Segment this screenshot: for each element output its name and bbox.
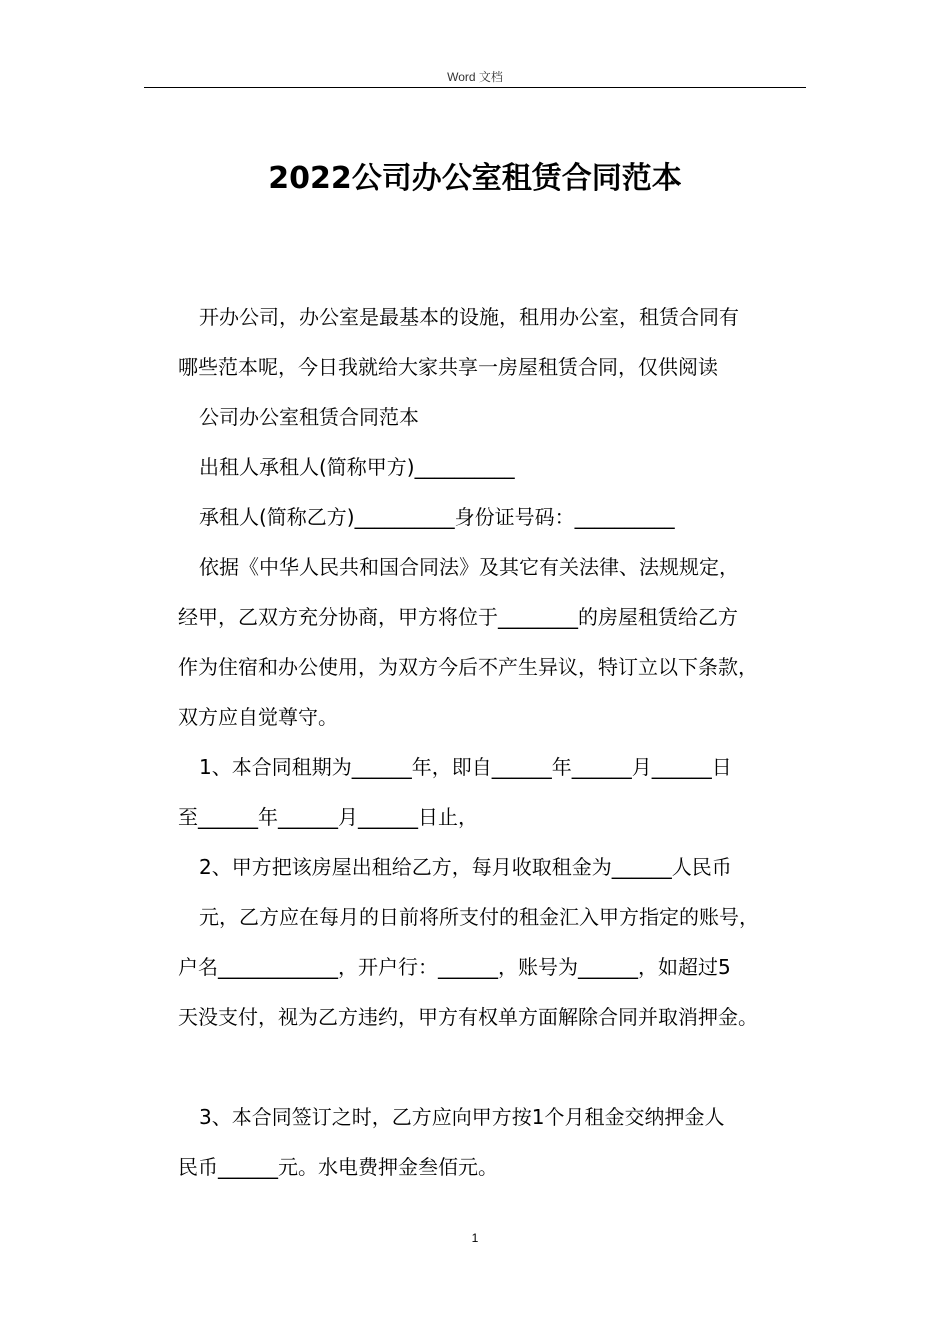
- body-line-2: 哪些范本呢，今日我就给大家共享一房屋租赁合同，仅供阅读: [178, 355, 718, 379]
- page-number: 1: [471, 1231, 479, 1245]
- body-line-11: 至______年______月______日止，: [178, 805, 478, 829]
- body-line-1: 开办公司，办公室是最基本的设施，租用办公室，租赁合同有: [199, 305, 739, 329]
- document-title: 2022公司办公室租赁合同范本: [268, 161, 682, 196]
- page-header: Word 文档: [447, 70, 503, 84]
- body-line-14: 户名____________，开户行：______，账号为______，如超过5: [178, 955, 731, 979]
- body-line-15: 天没支付，视为乙方违约，甲方有权单方面解除合同并取消押金。: [178, 1005, 758, 1029]
- body-line-10: 1、本合同租期为______年，即自______年______月______日: [199, 755, 732, 779]
- body-line-16: 3、本合同签订之时，乙方应向甲方按1个月租金交纳押金人: [199, 1105, 725, 1129]
- body-line-9: 双方应自觉尊守。: [178, 705, 338, 729]
- body-line-6: 依据《中华人民共和国合同法》及其它有关法律、法规规定，: [199, 555, 739, 579]
- document-body: [178, 292, 828, 1192]
- body-line-8: 作为住宿和办公使用，为双方今后不产生异议，特订立以下条款，: [178, 655, 758, 679]
- body-line-13: 元，乙方应在每月的日前将所支付的租金汇入甲方指定的账号，: [199, 905, 759, 929]
- body-line-5: 承租人(简称乙方)__________身份证号码：__________: [199, 505, 675, 529]
- body-line-4: 出租人承租人(简称甲方)__________: [199, 455, 515, 479]
- body-line-3: 公司办公室租赁合同范本: [199, 405, 419, 429]
- body-line-7: 经甲，乙双方充分协商，甲方将位于________的房屋租赁给乙方: [178, 605, 738, 629]
- body-line-12: 2、甲方把该房屋出租给乙方，每月收取租金为______人民币: [199, 855, 732, 879]
- body-line-17: 民币______元。水电费押金叁佰元。: [178, 1155, 498, 1179]
- paragraph-gap: [178, 1042, 828, 1092]
- header-rule: [144, 87, 806, 88]
